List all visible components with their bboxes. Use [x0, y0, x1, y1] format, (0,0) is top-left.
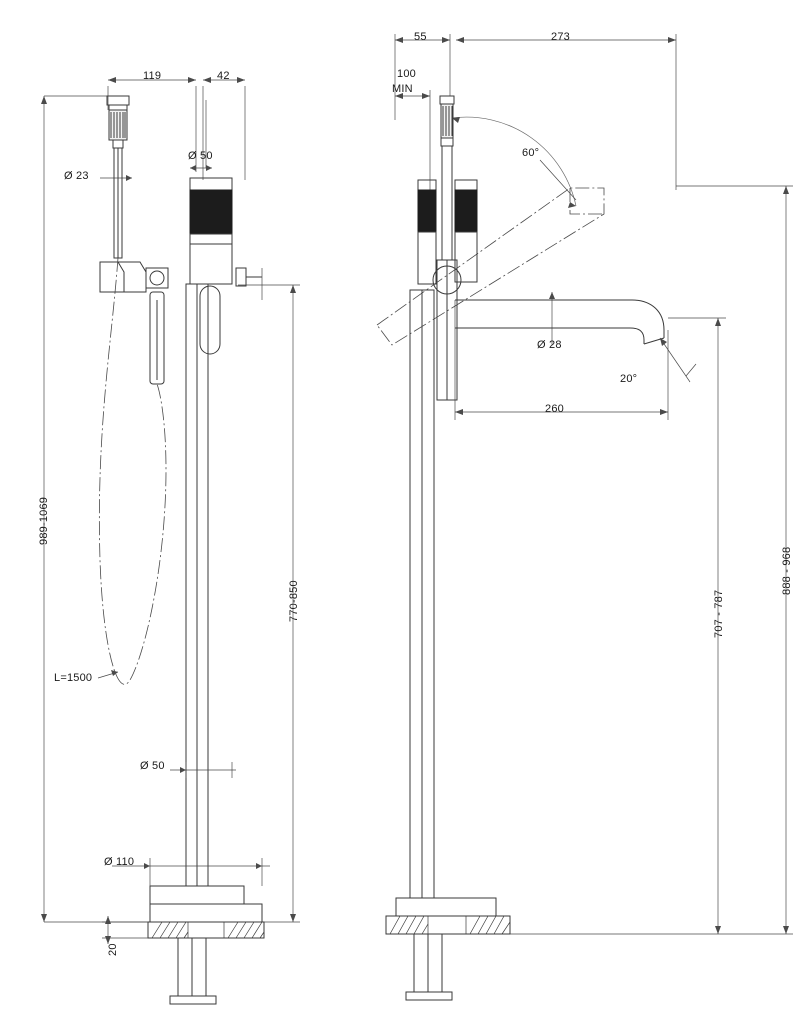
left-column-diameter-leader	[170, 762, 236, 778]
dim-spout-block-width: 42	[217, 70, 230, 82]
dim-min-label: MIN	[392, 83, 413, 95]
dim-column-diameter: Ø 50	[140, 760, 165, 772]
handshower-holder	[100, 262, 168, 384]
left-base-diameter-leader	[112, 858, 270, 886]
mixer-body-side	[386, 180, 664, 1000]
left-base-height-dim	[102, 916, 148, 944]
dim-handshower-offset: 119	[143, 70, 162, 82]
left-overall-height-dim	[41, 96, 150, 922]
handshower-side	[437, 96, 457, 400]
left-top-horizontal-dims	[108, 77, 245, 180]
handshower-rotated-ghost	[377, 188, 604, 345]
dim-swivel-angle: 60°	[522, 147, 540, 159]
dim-wall-offset: 55	[414, 31, 427, 43]
mixer-body-front	[148, 178, 264, 1004]
dim-spout-angle: 20°	[620, 373, 638, 385]
dim-spout-reach-total: 273	[551, 31, 570, 43]
right-spout-reach-dim	[455, 300, 668, 420]
dim-handshower-diameter: Ø 23	[64, 170, 89, 182]
dim-hose-length: L=1500	[54, 672, 93, 684]
right-min-clearance-dim	[395, 90, 430, 190]
right-top-dims	[395, 34, 676, 190]
floor-hatch-right	[386, 916, 510, 934]
dim-spout-height-range-left: 770-850	[288, 580, 300, 622]
dim-spout-reach: 260	[545, 403, 564, 415]
dim-body-diameter-top: Ø 50	[188, 150, 213, 162]
left-handshower-diameter-leader	[100, 175, 132, 181]
dim-min-clearance: 100	[397, 68, 416, 80]
dim-outlet-diameter: Ø 28	[537, 339, 562, 351]
dim-base-height: 20	[107, 943, 119, 956]
dim-total-height-range: 989-1069	[38, 496, 50, 545]
dim-overall-height-range-right: 888 - 968	[781, 546, 793, 595]
shower-hose	[99, 258, 166, 684]
handshower-front	[107, 96, 129, 258]
dim-base-diameter: Ø 110	[104, 856, 135, 868]
floor-hatch-left	[148, 922, 264, 938]
hose-length-leader	[98, 670, 118, 678]
right-spout-angle-leader	[660, 338, 696, 382]
dim-spout-height-range-right: 707 - 787	[713, 589, 725, 638]
